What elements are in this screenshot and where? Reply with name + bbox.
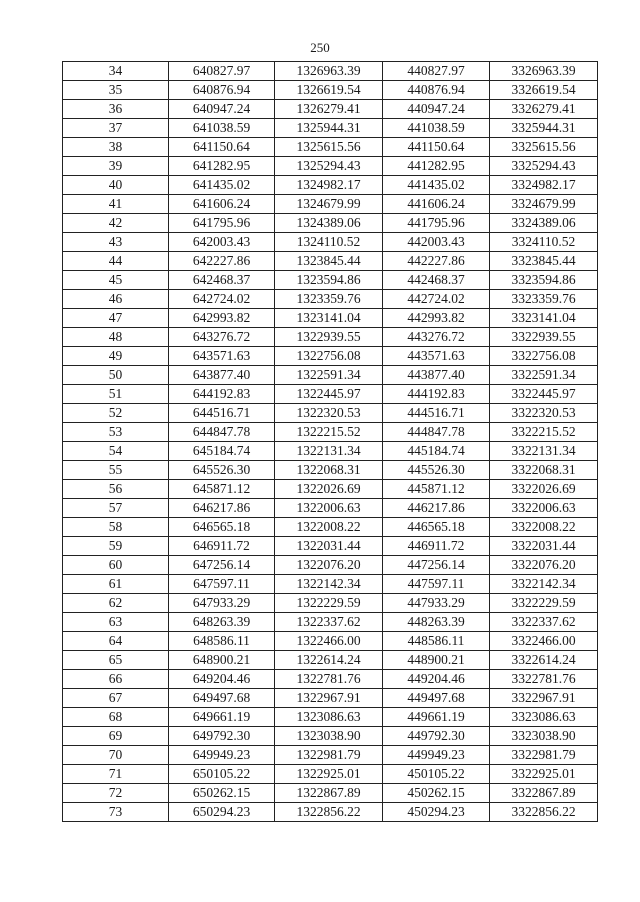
point-number-cell: 73 xyxy=(63,803,169,822)
y-coordinate-cell: 1322867.89 xyxy=(275,784,383,803)
x-converted-cell: 445184.74 xyxy=(383,442,490,461)
y-coordinate-cell: 1322131.34 xyxy=(275,442,383,461)
point-number-cell: 64 xyxy=(63,632,169,651)
x-converted-cell: 443276.72 xyxy=(383,328,490,347)
table-row xyxy=(63,252,598,271)
x-coordinate-cell: 645526.30 xyxy=(169,461,275,480)
table-row xyxy=(63,689,598,708)
point-number-cell: 69 xyxy=(63,727,169,746)
point-number-cell: 68 xyxy=(63,708,169,727)
x-coordinate-cell: 644192.83 xyxy=(169,385,275,404)
table-row xyxy=(63,651,598,670)
point-number-cell: 44 xyxy=(63,252,169,271)
y-coordinate-cell: 1324110.52 xyxy=(275,233,383,252)
point-number-cell: 61 xyxy=(63,575,169,594)
x-coordinate-cell: 640947.24 xyxy=(169,100,275,119)
point-number-cell: 43 xyxy=(63,233,169,252)
x-converted-cell: 440827.97 xyxy=(383,62,490,81)
y-coordinate-cell: 1322445.97 xyxy=(275,385,383,404)
point-number-cell: 60 xyxy=(63,556,169,575)
point-number-cell: 45 xyxy=(63,271,169,290)
x-converted-cell: 441606.24 xyxy=(383,195,490,214)
y-coordinate-cell: 1323359.76 xyxy=(275,290,383,309)
y-coordinate-cell: 1322076.20 xyxy=(275,556,383,575)
x-coordinate-cell: 644847.78 xyxy=(169,423,275,442)
x-coordinate-cell: 642003.43 xyxy=(169,233,275,252)
point-number-cell: 71 xyxy=(63,765,169,784)
table-row xyxy=(63,784,598,803)
y-coordinate-cell: 1322006.63 xyxy=(275,499,383,518)
x-converted-cell: 443571.63 xyxy=(383,347,490,366)
x-converted-cell: 445526.30 xyxy=(383,461,490,480)
point-number-cell: 46 xyxy=(63,290,169,309)
point-number-cell: 42 xyxy=(63,214,169,233)
table-row xyxy=(63,119,598,138)
x-converted-cell: 450262.15 xyxy=(383,784,490,803)
y-coordinate-cell: 1325615.56 xyxy=(275,138,383,157)
x-coordinate-cell: 641282.95 xyxy=(169,157,275,176)
point-number-cell: 57 xyxy=(63,499,169,518)
table-row xyxy=(63,233,598,252)
y-converted-cell: 3322026.69 xyxy=(490,480,598,499)
x-converted-cell: 449949.23 xyxy=(383,746,490,765)
table-row xyxy=(63,575,598,594)
y-coordinate-cell: 1322320.53 xyxy=(275,404,383,423)
table-row xyxy=(63,613,598,632)
x-coordinate-cell: 643877.40 xyxy=(169,366,275,385)
point-number-cell: 40 xyxy=(63,176,169,195)
table-row xyxy=(63,81,598,100)
point-number-cell: 66 xyxy=(63,670,169,689)
y-converted-cell: 3322320.53 xyxy=(490,404,598,423)
y-converted-cell: 3322781.76 xyxy=(490,670,598,689)
y-converted-cell: 3324679.99 xyxy=(490,195,598,214)
y-coordinate-cell: 1322856.22 xyxy=(275,803,383,822)
x-converted-cell: 450294.23 xyxy=(383,803,490,822)
x-coordinate-cell: 641606.24 xyxy=(169,195,275,214)
y-coordinate-cell: 1326619.54 xyxy=(275,81,383,100)
x-converted-cell: 446217.86 xyxy=(383,499,490,518)
x-converted-cell: 448586.11 xyxy=(383,632,490,651)
x-coordinate-cell: 647933.29 xyxy=(169,594,275,613)
point-number-cell: 35 xyxy=(63,81,169,100)
x-coordinate-cell: 641435.02 xyxy=(169,176,275,195)
table-row xyxy=(63,423,598,442)
y-coordinate-cell: 1322756.08 xyxy=(275,347,383,366)
y-coordinate-cell: 1323594.86 xyxy=(275,271,383,290)
y-converted-cell: 3325944.31 xyxy=(490,119,598,138)
point-number-cell: 53 xyxy=(63,423,169,442)
x-coordinate-cell: 640827.97 xyxy=(169,62,275,81)
point-number-cell: 56 xyxy=(63,480,169,499)
y-converted-cell: 3326963.39 xyxy=(490,62,598,81)
y-coordinate-cell: 1322229.59 xyxy=(275,594,383,613)
x-converted-cell: 448263.39 xyxy=(383,613,490,632)
point-number-cell: 50 xyxy=(63,366,169,385)
x-converted-cell: 450105.22 xyxy=(383,765,490,784)
x-coordinate-cell: 646217.86 xyxy=(169,499,275,518)
y-converted-cell: 3322031.44 xyxy=(490,537,598,556)
y-coordinate-cell: 1322981.79 xyxy=(275,746,383,765)
y-converted-cell: 3322967.91 xyxy=(490,689,598,708)
point-number-cell: 65 xyxy=(63,651,169,670)
point-number-cell: 62 xyxy=(63,594,169,613)
x-coordinate-cell: 641150.64 xyxy=(169,138,275,157)
table-row xyxy=(63,708,598,727)
y-converted-cell: 3324389.06 xyxy=(490,214,598,233)
y-coordinate-cell: 1324389.06 xyxy=(275,214,383,233)
x-converted-cell: 447597.11 xyxy=(383,575,490,594)
point-number-cell: 63 xyxy=(63,613,169,632)
y-coordinate-cell: 1323141.04 xyxy=(275,309,383,328)
x-coordinate-cell: 642724.02 xyxy=(169,290,275,309)
x-coordinate-cell: 648900.21 xyxy=(169,651,275,670)
x-coordinate-cell: 643276.72 xyxy=(169,328,275,347)
x-converted-cell: 449792.30 xyxy=(383,727,490,746)
y-converted-cell: 3322131.34 xyxy=(490,442,598,461)
table-row xyxy=(63,157,598,176)
point-number-cell: 51 xyxy=(63,385,169,404)
y-converted-cell: 3325294.43 xyxy=(490,157,598,176)
point-number-cell: 47 xyxy=(63,309,169,328)
table-row xyxy=(63,309,598,328)
y-converted-cell: 3323141.04 xyxy=(490,309,598,328)
x-converted-cell: 442993.82 xyxy=(383,309,490,328)
y-coordinate-cell: 1322008.22 xyxy=(275,518,383,537)
point-number-cell: 39 xyxy=(63,157,169,176)
point-number-cell: 38 xyxy=(63,138,169,157)
x-coordinate-cell: 640876.94 xyxy=(169,81,275,100)
x-converted-cell: 442003.43 xyxy=(383,233,490,252)
y-converted-cell: 3322591.34 xyxy=(490,366,598,385)
y-converted-cell: 3322068.31 xyxy=(490,461,598,480)
point-number-cell: 55 xyxy=(63,461,169,480)
y-coordinate-cell: 1322142.34 xyxy=(275,575,383,594)
y-coordinate-cell: 1322967.91 xyxy=(275,689,383,708)
y-coordinate-cell: 1325294.43 xyxy=(275,157,383,176)
table-row xyxy=(63,328,598,347)
point-number-cell: 34 xyxy=(63,62,169,81)
table-row xyxy=(63,727,598,746)
x-converted-cell: 447256.14 xyxy=(383,556,490,575)
table-row xyxy=(63,138,598,157)
x-converted-cell: 447933.29 xyxy=(383,594,490,613)
x-coordinate-cell: 650294.23 xyxy=(169,803,275,822)
table-row xyxy=(63,803,598,822)
x-coordinate-cell: 648586.11 xyxy=(169,632,275,651)
x-converted-cell: 443877.40 xyxy=(383,366,490,385)
point-number-cell: 59 xyxy=(63,537,169,556)
table-row xyxy=(63,195,598,214)
x-coordinate-cell: 649497.68 xyxy=(169,689,275,708)
x-coordinate-cell: 649949.23 xyxy=(169,746,275,765)
x-coordinate-cell: 644516.71 xyxy=(169,404,275,423)
y-coordinate-cell: 1322925.01 xyxy=(275,765,383,784)
table-row xyxy=(63,632,598,651)
y-converted-cell: 3326619.54 xyxy=(490,81,598,100)
point-number-cell: 52 xyxy=(63,404,169,423)
x-coordinate-cell: 642227.86 xyxy=(169,252,275,271)
y-converted-cell: 3322614.24 xyxy=(490,651,598,670)
x-converted-cell: 440876.94 xyxy=(383,81,490,100)
y-converted-cell: 3322142.34 xyxy=(490,575,598,594)
y-coordinate-cell: 1322466.00 xyxy=(275,632,383,651)
y-coordinate-cell: 1324679.99 xyxy=(275,195,383,214)
x-coordinate-cell: 649204.46 xyxy=(169,670,275,689)
y-converted-cell: 3322445.97 xyxy=(490,385,598,404)
y-coordinate-cell: 1322026.69 xyxy=(275,480,383,499)
x-converted-cell: 442468.37 xyxy=(383,271,490,290)
y-converted-cell: 3322756.08 xyxy=(490,347,598,366)
y-converted-cell: 3322008.22 xyxy=(490,518,598,537)
y-converted-cell: 3322006.63 xyxy=(490,499,598,518)
y-converted-cell: 3322981.79 xyxy=(490,746,598,765)
table-row xyxy=(63,442,598,461)
x-coordinate-cell: 642993.82 xyxy=(169,309,275,328)
table-row xyxy=(63,556,598,575)
x-converted-cell: 441435.02 xyxy=(383,176,490,195)
table-row xyxy=(63,385,598,404)
x-converted-cell: 442724.02 xyxy=(383,290,490,309)
table-row xyxy=(63,480,598,499)
x-converted-cell: 441282.95 xyxy=(383,157,490,176)
table-row xyxy=(63,290,598,309)
x-coordinate-cell: 641038.59 xyxy=(169,119,275,138)
point-number-cell: 49 xyxy=(63,347,169,366)
coordinates-table xyxy=(62,61,598,822)
x-coordinate-cell: 650262.15 xyxy=(169,784,275,803)
y-coordinate-cell: 1326963.39 xyxy=(275,62,383,81)
x-coordinate-cell: 648263.39 xyxy=(169,613,275,632)
y-converted-cell: 3324982.17 xyxy=(490,176,598,195)
x-converted-cell: 448900.21 xyxy=(383,651,490,670)
x-converted-cell: 449204.46 xyxy=(383,670,490,689)
x-converted-cell: 444192.83 xyxy=(383,385,490,404)
table-row xyxy=(63,100,598,119)
x-coordinate-cell: 649661.19 xyxy=(169,708,275,727)
y-coordinate-cell: 1322337.62 xyxy=(275,613,383,632)
x-converted-cell: 441795.96 xyxy=(383,214,490,233)
table-row xyxy=(63,404,598,423)
table-row xyxy=(63,499,598,518)
y-converted-cell: 3326279.41 xyxy=(490,100,598,119)
x-converted-cell: 442227.86 xyxy=(383,252,490,271)
y-coordinate-cell: 1322031.44 xyxy=(275,537,383,556)
y-coordinate-cell: 1322591.34 xyxy=(275,366,383,385)
y-converted-cell: 3323594.86 xyxy=(490,271,598,290)
y-coordinate-cell: 1326279.41 xyxy=(275,100,383,119)
y-converted-cell: 3323038.90 xyxy=(490,727,598,746)
y-converted-cell: 3322215.52 xyxy=(490,423,598,442)
y-coordinate-cell: 1322068.31 xyxy=(275,461,383,480)
x-coordinate-cell: 649792.30 xyxy=(169,727,275,746)
x-coordinate-cell: 646911.72 xyxy=(169,537,275,556)
x-coordinate-cell: 645184.74 xyxy=(169,442,275,461)
y-converted-cell: 3322337.62 xyxy=(490,613,598,632)
x-converted-cell: 449497.68 xyxy=(383,689,490,708)
point-number-cell: 48 xyxy=(63,328,169,347)
y-coordinate-cell: 1322939.55 xyxy=(275,328,383,347)
y-coordinate-cell: 1324982.17 xyxy=(275,176,383,195)
table-row xyxy=(63,366,598,385)
point-number-cell: 54 xyxy=(63,442,169,461)
y-converted-cell: 3322856.22 xyxy=(490,803,598,822)
point-number-cell: 70 xyxy=(63,746,169,765)
x-converted-cell: 444516.71 xyxy=(383,404,490,423)
y-coordinate-cell: 1325944.31 xyxy=(275,119,383,138)
x-converted-cell: 445871.12 xyxy=(383,480,490,499)
point-number-cell: 41 xyxy=(63,195,169,214)
x-converted-cell: 441038.59 xyxy=(383,119,490,138)
table-row xyxy=(63,176,598,195)
table-row xyxy=(63,461,598,480)
x-converted-cell: 440947.24 xyxy=(383,100,490,119)
x-coordinate-cell: 641795.96 xyxy=(169,214,275,233)
y-converted-cell: 3322466.00 xyxy=(490,632,598,651)
y-coordinate-cell: 1323086.63 xyxy=(275,708,383,727)
x-converted-cell: 446565.18 xyxy=(383,518,490,537)
x-coordinate-cell: 643571.63 xyxy=(169,347,275,366)
x-coordinate-cell: 646565.18 xyxy=(169,518,275,537)
table-row xyxy=(63,62,598,81)
y-coordinate-cell: 1322614.24 xyxy=(275,651,383,670)
y-converted-cell: 3322076.20 xyxy=(490,556,598,575)
y-converted-cell: 3323086.63 xyxy=(490,708,598,727)
y-converted-cell: 3322939.55 xyxy=(490,328,598,347)
x-converted-cell: 444847.78 xyxy=(383,423,490,442)
table-row xyxy=(63,214,598,233)
table-row xyxy=(63,347,598,366)
table-row xyxy=(63,537,598,556)
y-coordinate-cell: 1323845.44 xyxy=(275,252,383,271)
table-row xyxy=(63,765,598,784)
page-number: 250 xyxy=(310,40,330,55)
table-row xyxy=(63,670,598,689)
table-row xyxy=(63,594,598,613)
table-row xyxy=(63,518,598,537)
x-coordinate-cell: 647256.14 xyxy=(169,556,275,575)
x-coordinate-cell: 642468.37 xyxy=(169,271,275,290)
y-converted-cell: 3324110.52 xyxy=(490,233,598,252)
y-converted-cell: 3323845.44 xyxy=(490,252,598,271)
y-coordinate-cell: 1322781.76 xyxy=(275,670,383,689)
point-number-cell: 67 xyxy=(63,689,169,708)
y-coordinate-cell: 1322215.52 xyxy=(275,423,383,442)
point-number-cell: 72 xyxy=(63,784,169,803)
y-converted-cell: 3322229.59 xyxy=(490,594,598,613)
x-coordinate-cell: 647597.11 xyxy=(169,575,275,594)
x-coordinate-cell: 650105.22 xyxy=(169,765,275,784)
x-coordinate-cell: 645871.12 xyxy=(169,480,275,499)
point-number-cell: 36 xyxy=(63,100,169,119)
y-converted-cell: 3322925.01 xyxy=(490,765,598,784)
x-converted-cell: 449661.19 xyxy=(383,708,490,727)
y-converted-cell: 3325615.56 xyxy=(490,138,598,157)
y-converted-cell: 3322867.89 xyxy=(490,784,598,803)
x-converted-cell: 441150.64 xyxy=(383,138,490,157)
point-number-cell: 58 xyxy=(63,518,169,537)
table-row xyxy=(63,271,598,290)
point-number-cell: 37 xyxy=(63,119,169,138)
coordinates-table-body xyxy=(63,62,598,822)
x-converted-cell: 446911.72 xyxy=(383,537,490,556)
y-coordinate-cell: 1323038.90 xyxy=(275,727,383,746)
y-converted-cell: 3323359.76 xyxy=(490,290,598,309)
table-row xyxy=(63,746,598,765)
